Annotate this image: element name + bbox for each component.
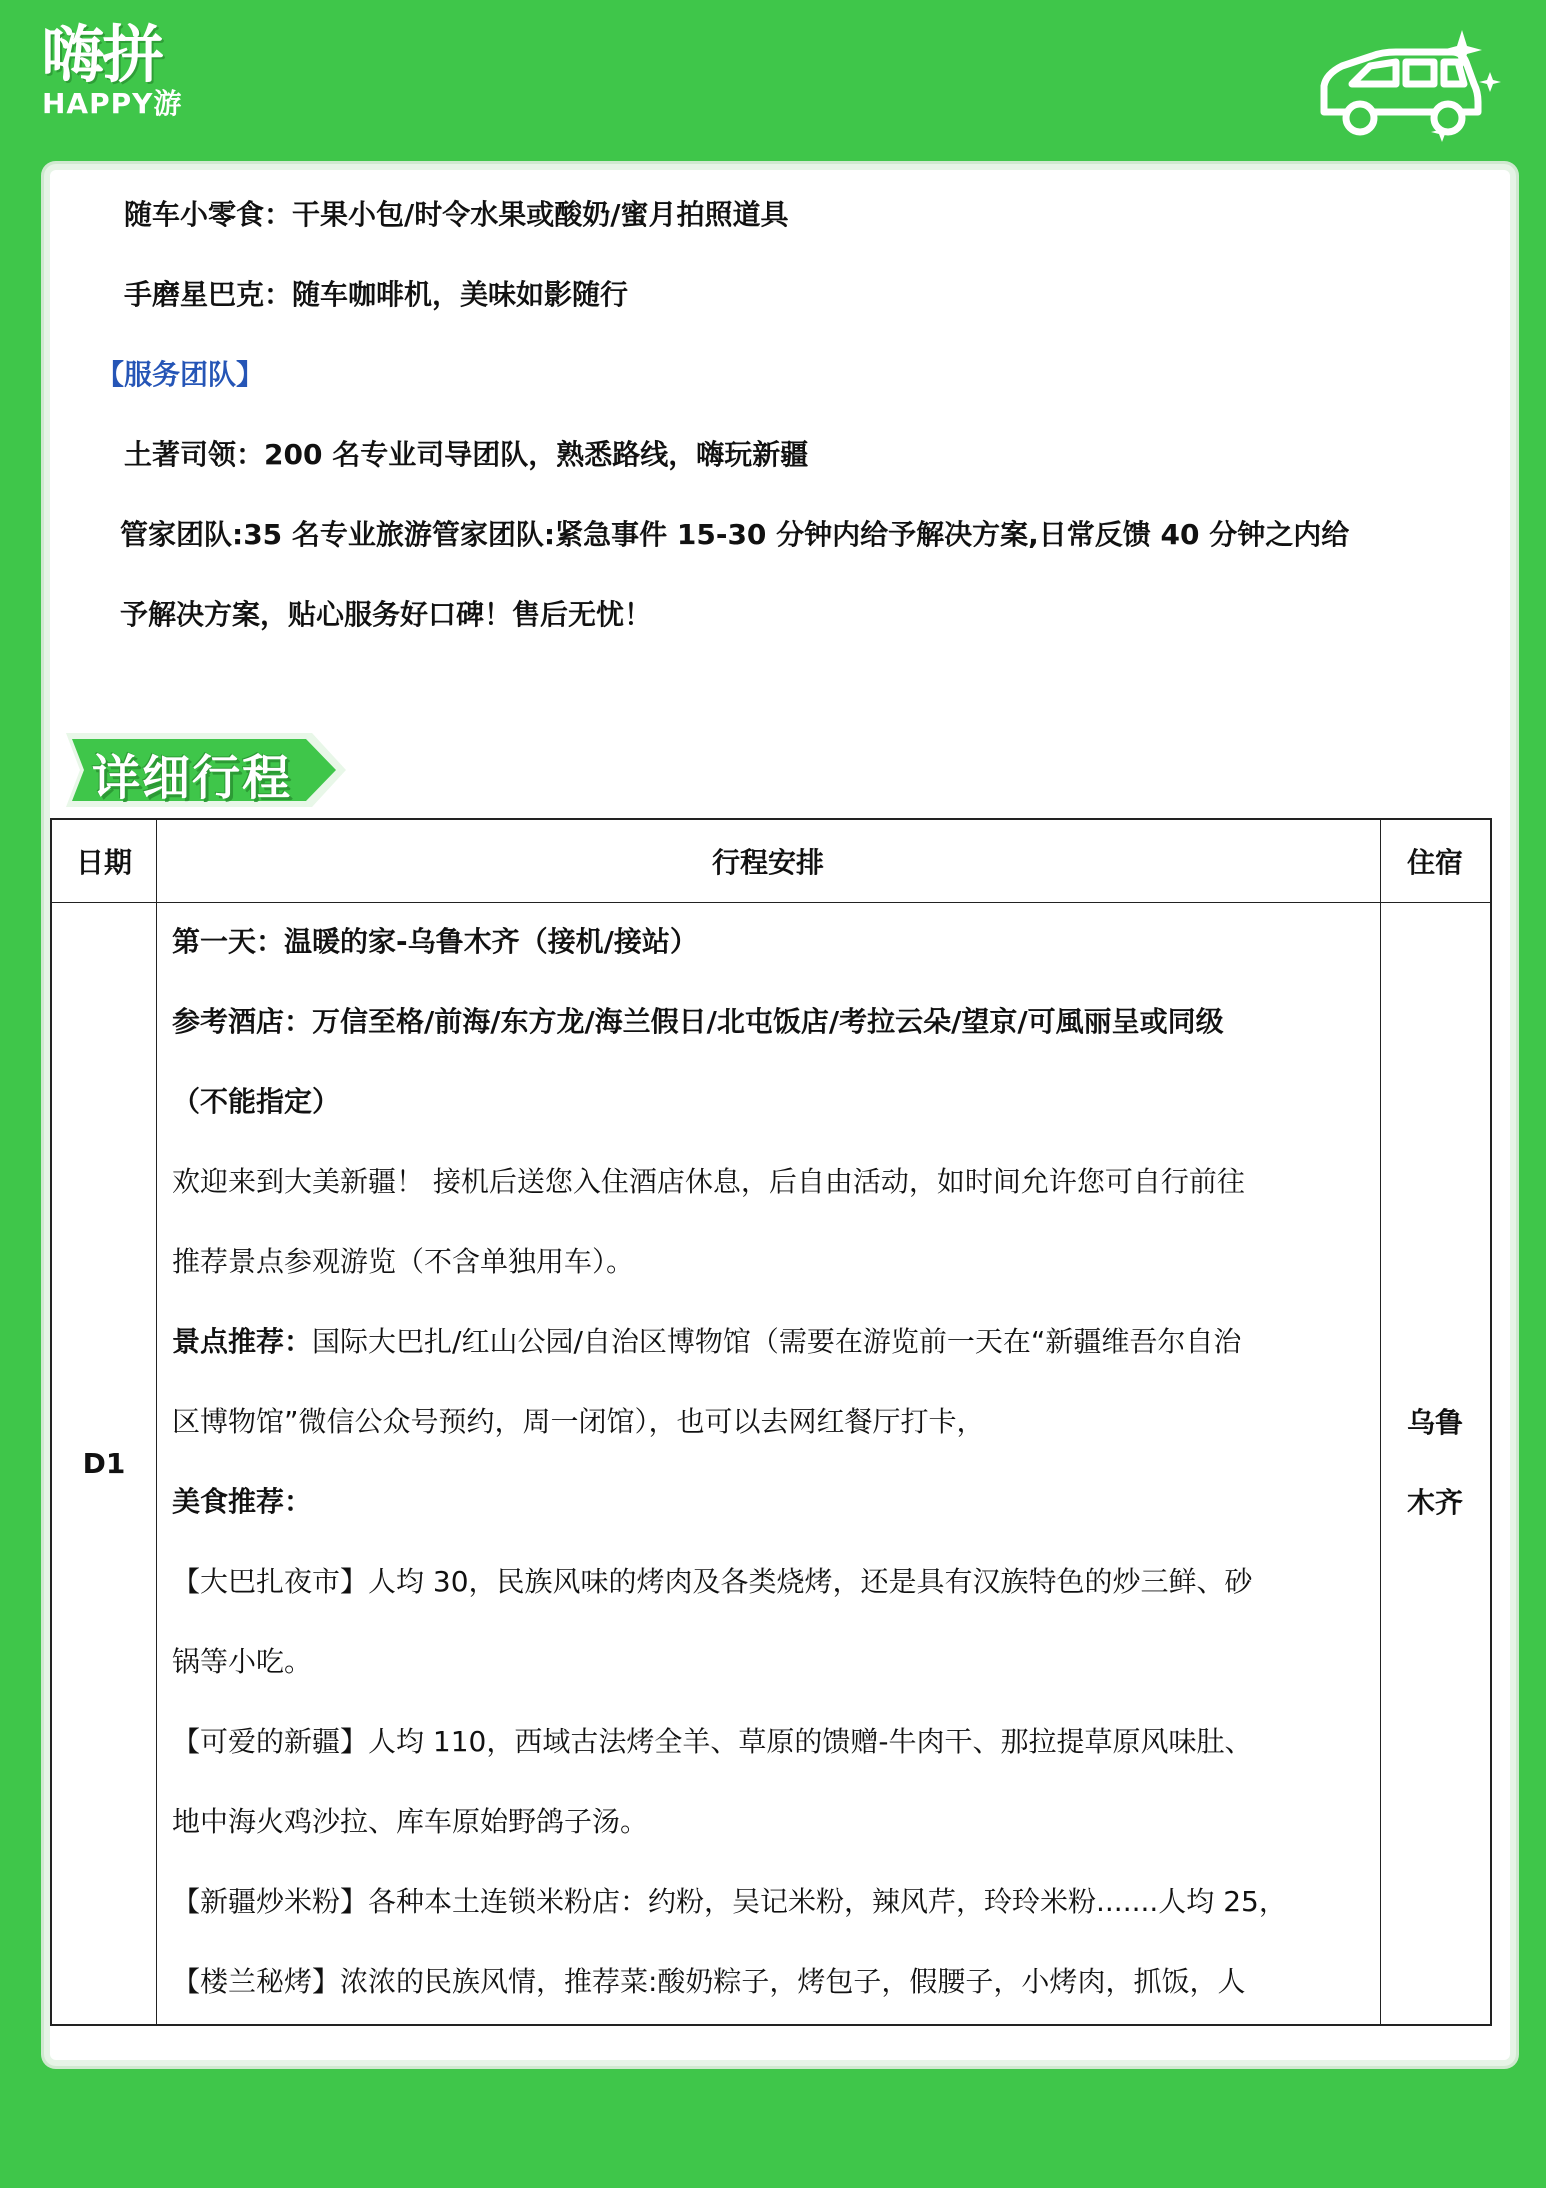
- spots-text: 国际大巴扎/红山公园/自治区博物馆（需要在游览前一天在“新疆维吾尔自治: [312, 1325, 1242, 1358]
- hotel-reference: 参考酒店：万信至格/前海/东方龙/海兰假日/北屯饭店/考拉云朵/望京/可風丽呈或同级: [172, 1005, 1224, 1038]
- itinerary-table: [50, 818, 1492, 2026]
- spots-recommendation: [172, 1302, 1422, 1382]
- coffee-line: 手磨星巴克：随车咖啡机，美味如影随行: [124, 278, 629, 311]
- hotel-note: （不能指定）: [172, 1085, 341, 1118]
- food-label: 美食推荐：: [172, 1485, 313, 1518]
- section-banner: [62, 727, 352, 817]
- driver-team-line: 土著司领：200 名专业司导团队，熟悉路线，嗨玩新疆: [124, 438, 809, 471]
- spots-label: 景点推荐：: [172, 1325, 313, 1358]
- brand-subtitle: HAPPY游: [42, 87, 183, 120]
- brand-logo: [42, 18, 183, 120]
- welcome-text: 欢迎来到大美新疆！ 接机后送您入住酒店休息，后自由活动，如时间允许您可自行前往: [172, 1165, 1245, 1198]
- day-label: D1: [82, 1446, 126, 1480]
- food-line: 【可爱的新疆】人均 110，西域古法烤全羊、草原的馈赠-牛肉干、那拉提草原风味肚、: [172, 1725, 1253, 1758]
- spots-text-2: 区博物馆”微信公众号预约，周一闭馆），也可以去网红餐厅打卡，: [172, 1405, 985, 1438]
- food-line: 【大巴扎夜市】人均 30，民族风味的烤肉及各类烧烤，还是具有汉族特色的炒三鲜、砂: [172, 1565, 1253, 1598]
- header-itinerary: 行程安排: [711, 846, 824, 879]
- service-team-tag: 【服务团队】: [96, 358, 265, 391]
- welcome-text-2: 推荐景点参观游览（不含单独用车）。: [172, 1245, 635, 1278]
- butler-team-line-2: 予解决方案，贴心服务好口碑！售后无忧！: [120, 598, 653, 631]
- car-icon: [1312, 22, 1512, 156]
- butler-team-line: 管家团队:35 名专业旅游管家团队:紧急事件 15-30 分钟内给予解决方案,日常反馈 40 分钟之内给: [120, 518, 1350, 551]
- brand-name: 嗨拼: [42, 18, 163, 91]
- itinerary-content: [172, 902, 1422, 2022]
- food-line: 锅等小吃。: [172, 1645, 313, 1678]
- section-title: 详细行程: [92, 750, 293, 806]
- snack-line: 随车小零食：干果小包/时令水果或酸奶/蜜月拍照道具: [124, 198, 789, 231]
- food-line: 【楼兰秘烤】浓浓的民族风情，推荐菜:酸奶粽子，烤包子，假腰子，小烤肉，抓饭，人: [172, 1965, 1246, 1998]
- food-line: 地中海火鸡沙拉、库车原始野鸽子汤。: [172, 1805, 649, 1838]
- day-title: 第一天：温暖的家-乌鲁木齐（接机/接站）: [172, 925, 698, 958]
- lodging-city-line2: 木齐: [1406, 1486, 1463, 1519]
- food-line: 【新疆炒米粉】各种本土连锁米粉店：约粉，吴记米粉，辣风芹，玲玲米粉.......人均 25，: [172, 1885, 1287, 1918]
- header-date: 日期: [75, 846, 132, 879]
- lodging-city-line1: 乌鲁: [1406, 1406, 1463, 1439]
- header-lodging: 住宿: [1406, 846, 1463, 879]
